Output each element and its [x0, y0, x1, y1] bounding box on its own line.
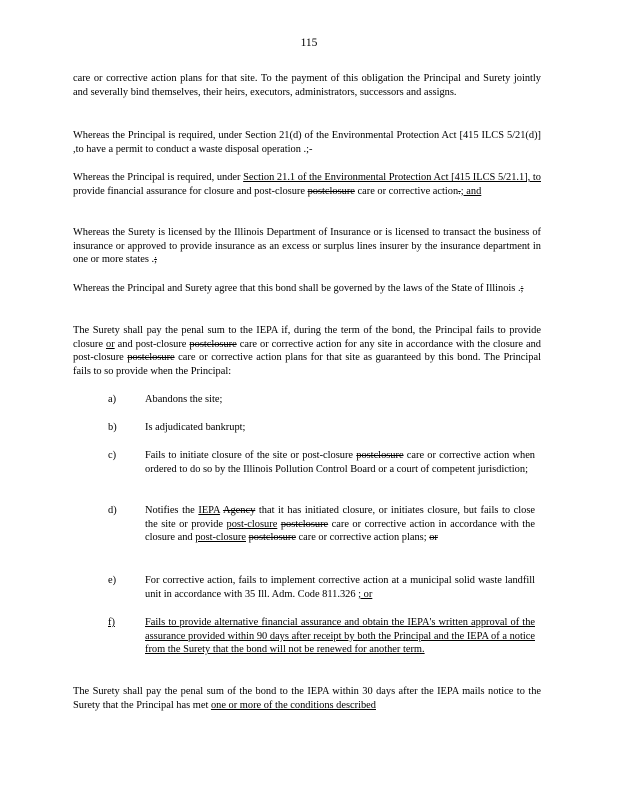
paragraph-financial-assurance — [73, 171, 541, 198]
item-text — [145, 574, 535, 601]
deleted-text: postclosure — [307, 185, 355, 197]
item-label: a) — [108, 394, 117, 405]
text: care or corrective action plans for that site as guaranteed by this bond. The Principal fails to so provide when the Principal: — [73, 352, 542, 377]
deleted-text: or — [429, 532, 438, 544]
text: The Surety shall pay the penal sum to the IEPA if, during the term of the bond, the Principal fails to provide closure — [73, 325, 541, 350]
inserted-text: or — [106, 338, 115, 350]
item-label: b) — [108, 422, 117, 433]
deleted-text: postclosure — [280, 518, 329, 530]
item-label: c) — [108, 450, 117, 461]
item-text: Abandons the site; — [145, 394, 223, 405]
deleted-text: ; — [154, 254, 157, 266]
inserted-text: one or more of the conditions described — [210, 699, 376, 711]
text: care or corrective action when ordered to do so by the Illinois Pollution Control Board or a court of competent jurisdiction; — [145, 450, 535, 475]
item-text: Fails to provide alternative financial assurance and obtain the IEPA's written approval of the assurance provided within 90 days after receipt by both the Principal and the IEPA of a notice from the Surety that the bond will not be renewed for another term. — [145, 617, 535, 656]
deleted-text: ; — [520, 283, 524, 294]
text: Whereas the Principal and Surety agree that this bond shall be governed by the laws of the State of Illinois . — [73, 283, 521, 294]
paragraph-governing-law — [73, 282, 541, 296]
deleted-text: postclosure — [189, 338, 237, 350]
text: Fails to initiate closure of the site or post-closure — [145, 450, 357, 461]
item-text — [145, 449, 535, 476]
item-label: e) — [108, 575, 117, 586]
item-text — [145, 504, 535, 545]
text: The Surety shall pay the penal sum of the bond to the IEPA within 30 days after the IEPA mails notice to the Surety that the Principal has met — [73, 686, 541, 711]
inserted-text: IEPA — [198, 505, 220, 516]
text: that it has initiated closure, or initiates closure, but fails to close the site or provide — [145, 505, 535, 530]
deleted-text: postclosure — [356, 450, 404, 461]
item-label: d) — [108, 505, 117, 516]
text: Whereas the Principal is required, under — [73, 172, 244, 183]
deleted-text: Agency — [222, 505, 256, 516]
inserted-text: ; and — [460, 185, 482, 197]
text: Whereas the Surety is licensed by the Illinois Department of Insurance or is licensed to transact the business of insurance or approved to provide insurance as an excess or surplus lines insurer by the insurance department in one or more states . — [73, 227, 541, 266]
deleted-text: postclosure — [127, 352, 175, 364]
text: care or corrective action in accordance with the closure and — [145, 518, 535, 544]
paragraph-penal-sum — [73, 324, 541, 378]
paragraph-obligation: care or corrective action plans for that site. To the payment of this obligation the Principal and Surety jointly and severally bind themselves, their heirs, executors, administrators, successors and assigns. — [73, 73, 541, 98]
text: care or corrective action plans; — [295, 532, 430, 544]
text: provide financial assurance for closure and post-closure — [73, 185, 308, 197]
inserted-text: post-closure — [226, 518, 278, 530]
text: care or corrective action — [354, 185, 459, 197]
page-number: 115 — [300, 37, 318, 49]
item-label: f) — [108, 617, 115, 628]
inserted-text: ; or — [358, 588, 373, 600]
text: For corrective action, fails to implement corrective action at a municipal solid waste landfill unit in accordance with 35 Ill. Adm. Code 811.326 — [145, 575, 535, 600]
inserted-text: post-closure — [195, 532, 246, 544]
inserted-text: Section 21.1 of the Environmental Protection Act [415 ILCS 5/21.1], to — [243, 172, 541, 183]
item-text: Is adjudicated bankrupt; — [145, 422, 246, 433]
paragraph-permit: Whereas the Principal is required, under Section 21(d) of the Environmental Protection Act [415 ILCS 5/21(d)] ,to have a permit to conduct a waste disposal operation .;- — [73, 130, 541, 155]
text: and post-closure — [114, 338, 190, 350]
paragraph-payment-notice — [73, 685, 541, 712]
paragraph-surety-license — [73, 226, 541, 267]
deleted-text: . — [458, 185, 461, 197]
text: care or corrective action for any site in accordance with the closure and post-closure — [73, 338, 541, 364]
text: Notifies the — [145, 505, 199, 516]
deleted-text: postclosure — [248, 532, 296, 544]
